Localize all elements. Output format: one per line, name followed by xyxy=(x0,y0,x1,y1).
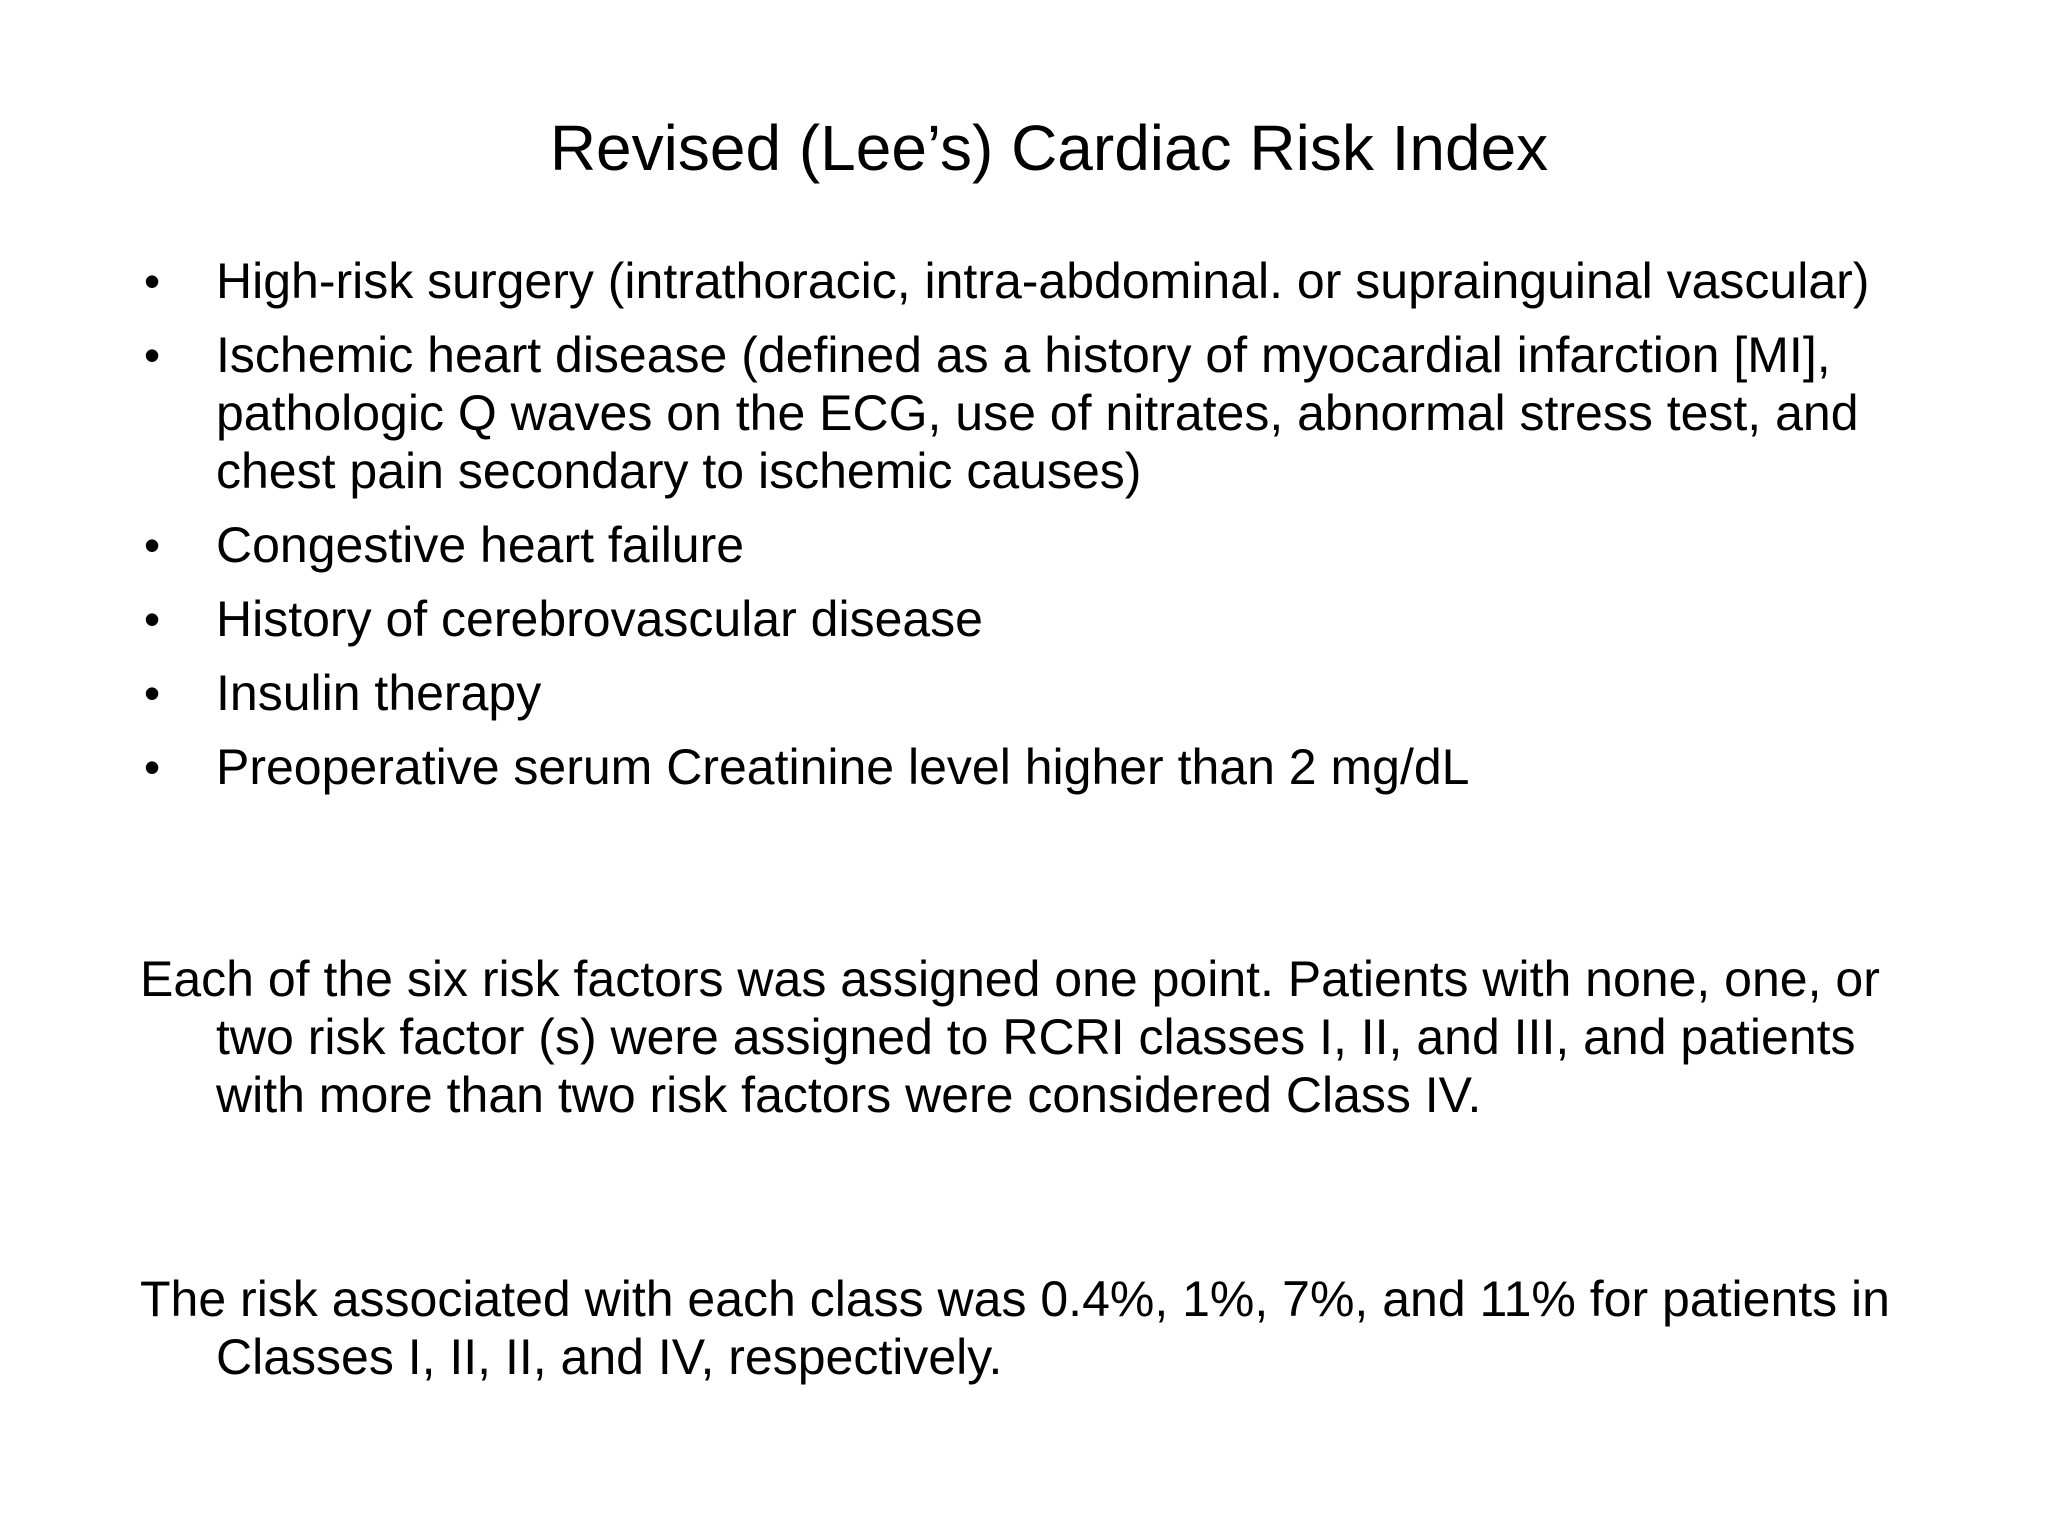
list-item-text: High-risk surgery (intrathoracic, intra-abdominal. or suprainguinal vascular) xyxy=(216,253,1870,309)
list-item-text: Congestive heart failure xyxy=(216,517,745,573)
list-item xyxy=(140,664,1940,722)
list-item-text: Ischemic heart disease (defined as a history of myocardial infarction [MI], pathologic Q waves on the ECG, use of nitrates, abnormal stress test, and chest pain secondary to ischemic causes) xyxy=(216,327,1859,499)
bullet-icon: • xyxy=(144,667,161,719)
list-item xyxy=(140,738,1940,796)
list-item-text: History of cerebrovascular disease xyxy=(216,591,983,647)
list-item-text: Insulin therapy xyxy=(216,665,542,721)
list-item-text: Preoperative serum Creatinine level higher than 2 mg/dL xyxy=(216,739,1470,795)
slide-title: Revised (Lee’s) Cardiac Risk Index xyxy=(549,112,1549,184)
risk-paragraph: The risk associated with each class was 0.4%, 1%, 7%, and 11% for patients in Classes I, II, II, and IV, respectively. xyxy=(140,1271,1890,1385)
scoring-paragraph: Each of the six risk factors was assigned one point. Patients with none, one, or two risk factor (s) were assigned to RCRI classes I, II, and III, and patients with more than two risk factors were considered Class IV. xyxy=(140,951,1880,1123)
bullet-icon: • xyxy=(144,593,161,645)
list-item xyxy=(140,252,1940,310)
list-item xyxy=(140,516,1940,574)
bullet-icon: • xyxy=(144,741,161,793)
bullet-icon: • xyxy=(144,329,161,381)
bullet-icon: • xyxy=(144,519,161,571)
list-item xyxy=(140,590,1940,648)
bullet-icon: • xyxy=(144,255,161,307)
list-item xyxy=(140,326,1940,500)
risk-factor-list xyxy=(140,252,1940,812)
